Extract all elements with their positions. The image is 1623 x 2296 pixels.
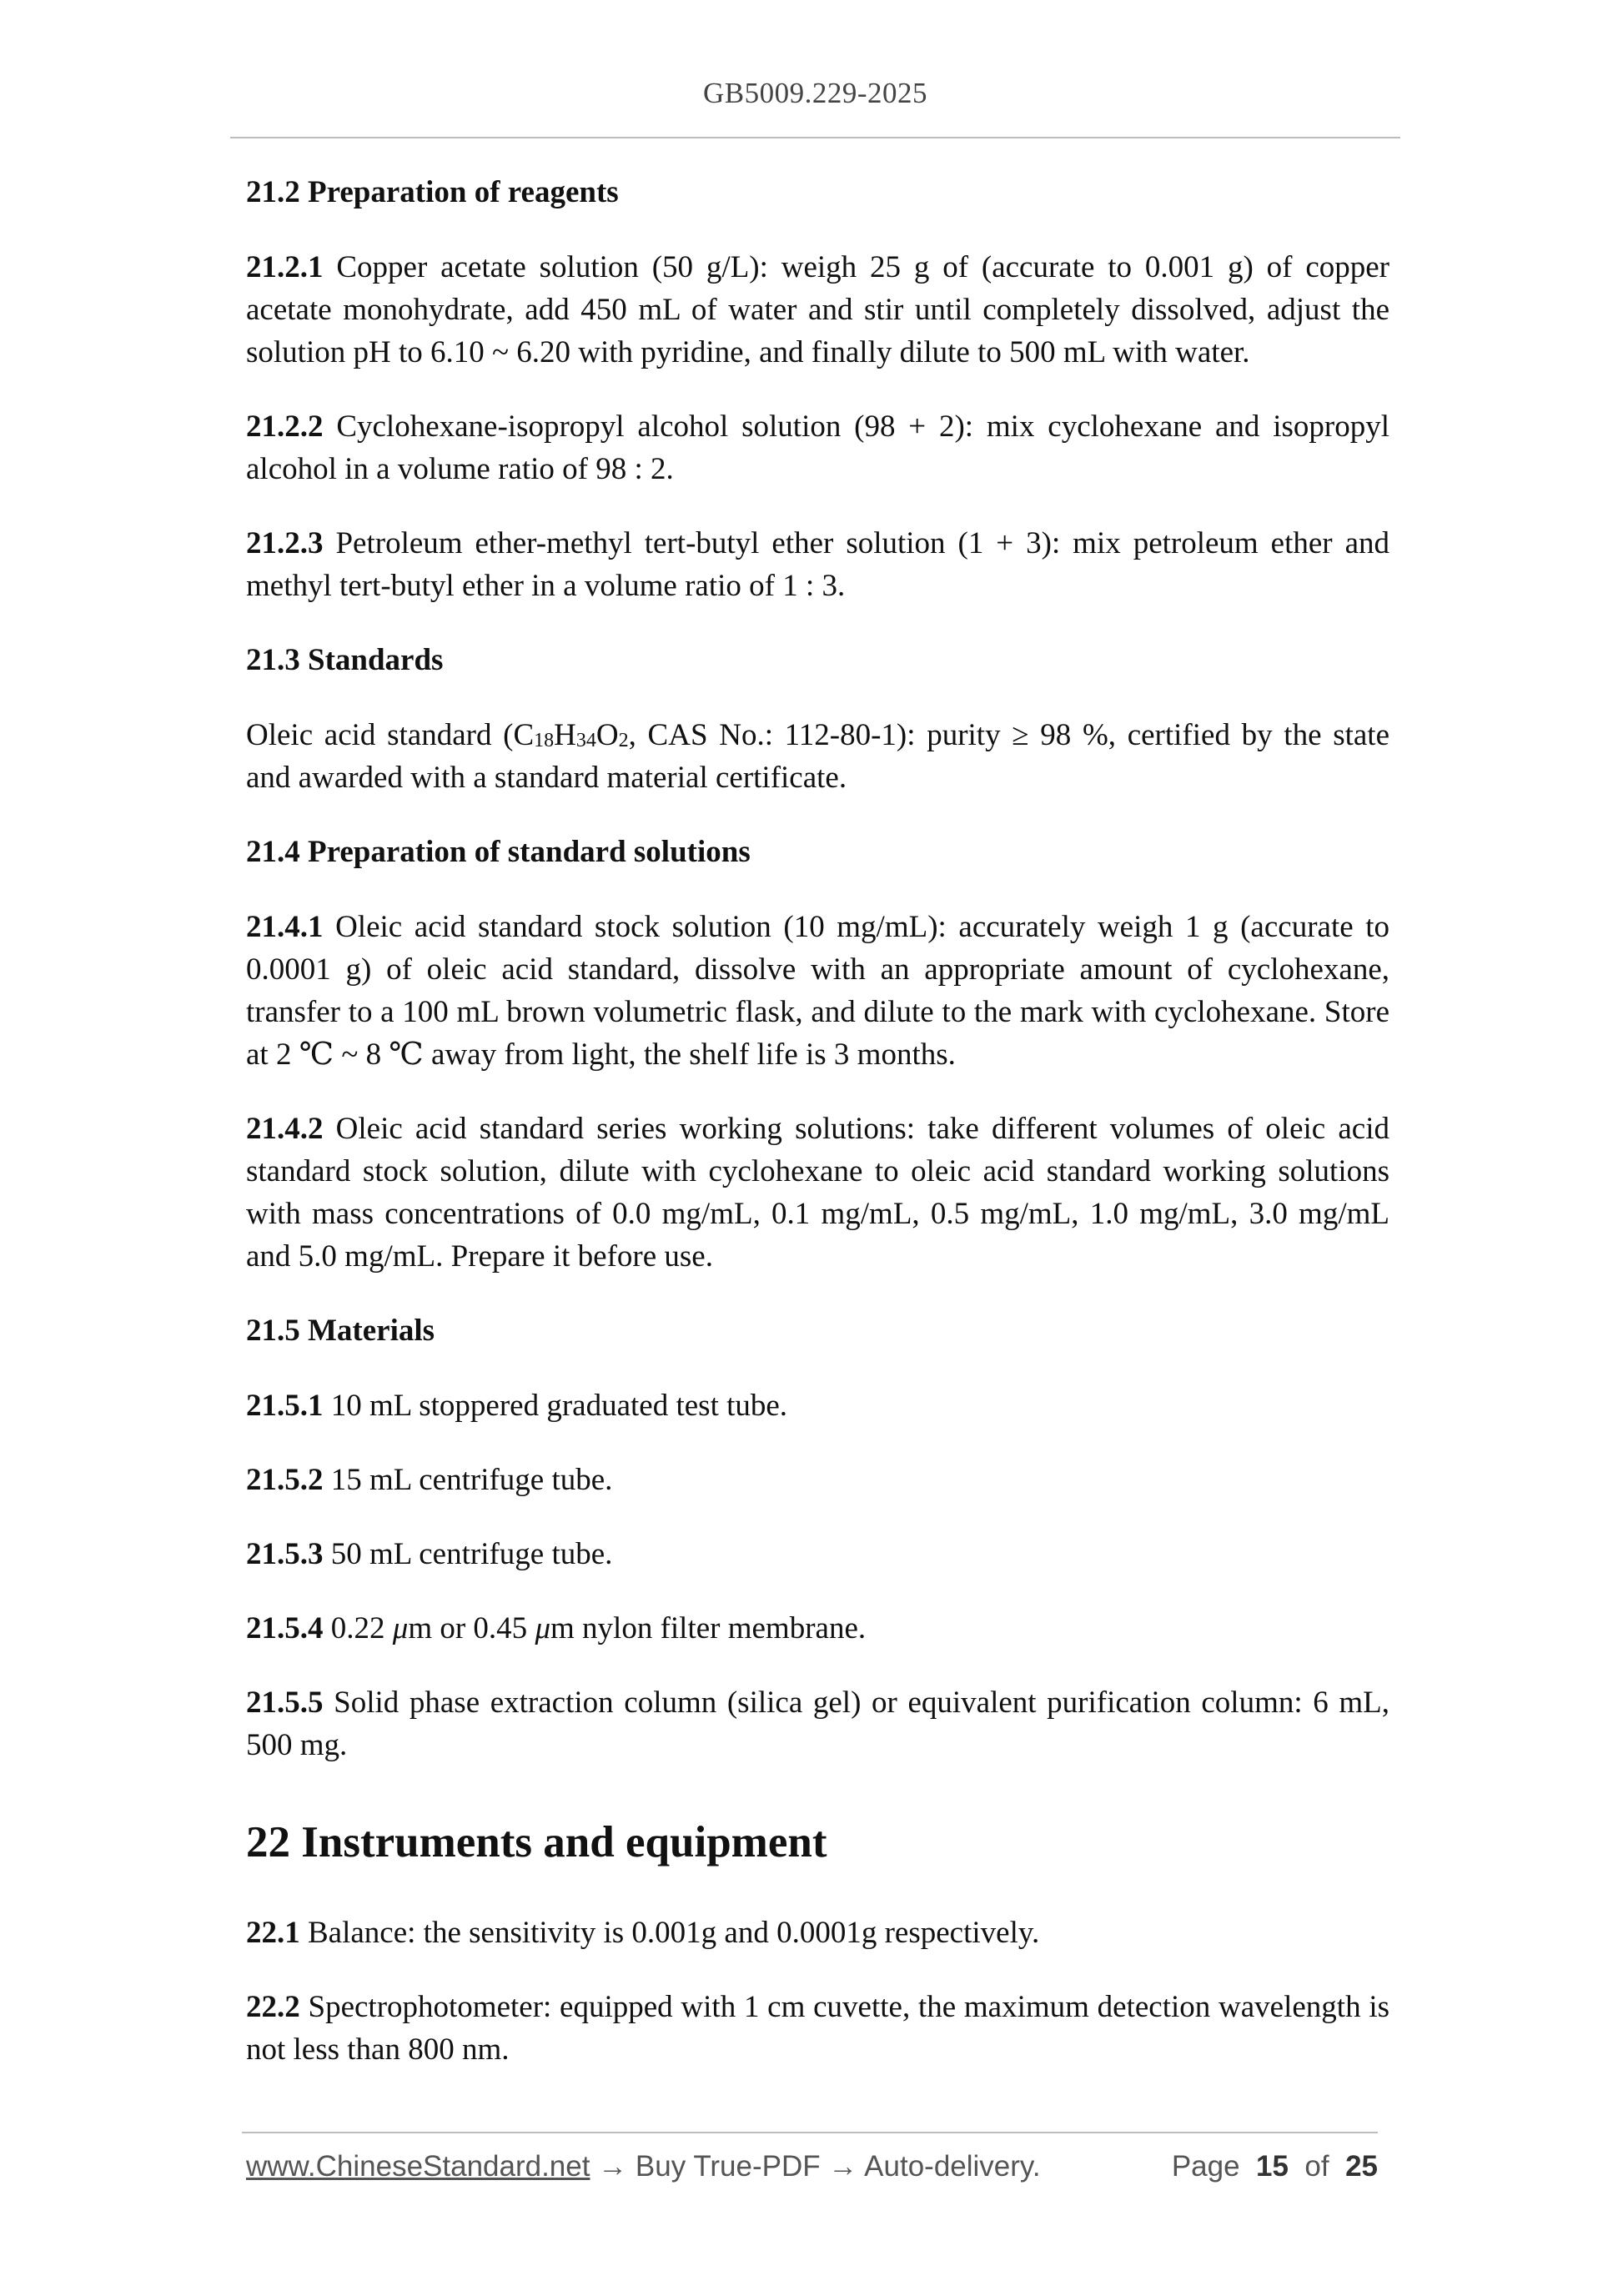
clause-21-5-4 <box>246 1607 1389 1650</box>
section-21-2-title: 21.2 Preparation of reagents <box>246 175 619 209</box>
clause-text: Solid phase extraction column (silica gel) or equivalent purification column: 6 mL, 500 mg. <box>246 1686 1390 1762</box>
clause-text: Oleic acid standard stock solution (10 mg/mL): accurately weigh 1 g (accurate to 0.0001 g) of oleic acid standard, dissolve with an appropriate amount of cyclohexane, transfer to a 100 mL brown volumetric flask, and dilute to the mark with cyclohexane. Store at 2 ℃ ~ 8 ℃ away from light, the shelf life is 3 months. <box>246 910 1389 1072</box>
section-21-5-title: 21.5 Materials <box>246 1314 435 1348</box>
clause-number: 21.5.2 <box>246 1463 324 1497</box>
formula-o: O <box>595 718 619 752</box>
clause-text: Cyclohexane-isopropyl alcohol solution (98 + 2): mix cyclohexane and isopropyl alcohol in a volume ratio of 98 : 2. <box>246 409 1390 486</box>
clause-21-4-1 <box>246 906 1389 1076</box>
oleic-acid-standard-paragraph <box>246 714 1389 799</box>
current-page: 15 <box>1256 2150 1289 2183</box>
of-label: of <box>1304 2150 1329 2183</box>
micro-symbol: μ <box>392 1611 409 1645</box>
header-divider <box>230 137 1400 138</box>
clause-number: 21.2.1 <box>246 250 324 284</box>
clause-text: 50 mL centrifuge tube. <box>330 1537 613 1571</box>
clause-21-2-3 <box>246 522 1389 607</box>
clause-text: Spectrophotometer: equipped with 1 cm cuvette, the maximum detection wavelength is not less than 800 nm. <box>246 1990 1389 2067</box>
page-label: Page <box>1171 2150 1240 2183</box>
formula-subscript-h: 34 <box>575 730 596 751</box>
clause-text-part: 0.22 <box>330 1611 393 1645</box>
formula-text-start: Oleic acid standard (C <box>246 718 535 752</box>
clause-21-5-5 <box>246 1681 1389 1766</box>
clause-number: 21.4.1 <box>246 910 324 944</box>
clause-number: 22.1 <box>246 1916 300 1950</box>
formula-subscript-c: 18 <box>534 730 555 751</box>
footer-divider <box>242 2132 1378 2133</box>
clause-text: Copper acetate solution (50 g/L): weigh 25 g of (accurate to 0.001 g) of copper acetate monohydrate, add 450 mL of water and stir until completely dissolved, adjust the solution pH to 6.10 ~ 6.20 with pyridine, and finally dilute to 500 mL with water. <box>246 250 1389 369</box>
clause-number: 21.5.3 <box>246 1537 324 1571</box>
formula-subscript-o: 2 <box>618 730 629 751</box>
micro-symbol: μ <box>535 1611 551 1645</box>
website-link[interactable]: www.ChineseStandard.net <box>246 2150 590 2183</box>
page-number <box>1172 2150 1378 2183</box>
footer-promo <box>246 2150 1041 2183</box>
clause-text-part: m or 0.45 <box>408 1611 535 1645</box>
total-pages: 25 <box>1345 2150 1378 2183</box>
clause-22-2 <box>246 1986 1389 2071</box>
clause-text: 15 mL centrifuge tube. <box>330 1463 613 1497</box>
clause-21-5-3 <box>246 1533 1389 1575</box>
clause-number: 22.2 <box>246 1990 300 2024</box>
clause-number: 21.5.4 <box>246 1611 324 1645</box>
footer-promo-text: → Buy True-PDF → Auto-delivery. <box>590 2150 1041 2183</box>
formula-h: H <box>554 718 576 752</box>
clause-text: Petroleum ether-methyl tert-butyl ether solution (1 + 3): mix petroleum ether and methyl tert-butyl ether in a volume ratio of 1 : 3. <box>246 526 1390 603</box>
clause-21-5-1 <box>246 1384 1389 1427</box>
clause-text: Balance: the sensitivity is 0.001g and 0.0001g respectively. <box>308 1916 1040 1950</box>
clause-number: 21.5.1 <box>246 1389 324 1423</box>
document-id-header: GB5009.229-2025 <box>702 77 928 109</box>
clause-21-2-1 <box>246 246 1389 374</box>
formula-text-end: , CAS No.: 112-80-1): purity ≥ 98 %, certified by the state and awarded with a standard material certificate. <box>246 718 1389 795</box>
clause-text: Oleic acid standard series working solutions: take different volumes of oleic acid standard stock solution, dilute with cyclohexane to oleic acid standard working solutions with mass concentrations of 0.0 mg/mL, 0.1 mg/mL, 0.5 mg/mL, 1.0 mg/mL, 3.0 mg/mL and 5.0 mg/mL. Prepare it before use. <box>246 1112 1389 1274</box>
section-21-3-title: 21.3 Standards <box>246 643 444 677</box>
clause-21-4-2 <box>246 1108 1389 1278</box>
clause-number: 21.5.5 <box>246 1686 324 1720</box>
page-content <box>246 171 1389 2103</box>
clause-text-part: m nylon filter membrane. <box>550 1611 867 1645</box>
clause-21-2-2 <box>246 405 1389 490</box>
section-21-4-title: 21.4 Preparation of standard solutions <box>246 835 751 869</box>
clause-text: 10 mL stoppered graduated test tube. <box>330 1389 788 1423</box>
clause-number: 21.2.2 <box>246 409 324 444</box>
clause-21-5-2 <box>246 1459 1389 1501</box>
clause-22-1 <box>246 1912 1389 1954</box>
clause-number: 21.4.2 <box>246 1112 324 1146</box>
section-22-title: 22 Instruments and equipment <box>246 1818 827 1866</box>
clause-number: 21.2.3 <box>246 526 324 560</box>
